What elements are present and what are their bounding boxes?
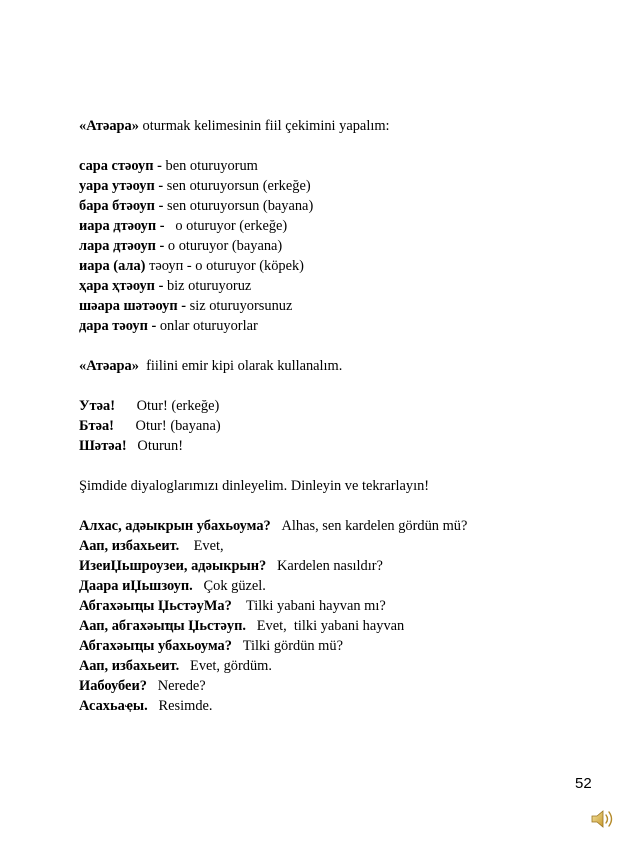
imperative-intro-text: fiilini emir kipi olarak kullanalım. <box>138 358 343 374</box>
imperative-term: Утәа! <box>79 398 116 414</box>
conjugation-gloss: ben oturuyorum <box>161 158 258 174</box>
dialogue-term: Абгахәыҵы убахьоума? <box>79 638 232 654</box>
page-number: 52 <box>575 775 592 792</box>
conjugation-row <box>79 176 599 196</box>
dialogue-row <box>79 696 599 716</box>
dialogue-gloss: Nerede? <box>146 678 206 694</box>
dialogue-row <box>79 536 599 556</box>
dialogue-gloss: Çok güzel. <box>192 578 266 594</box>
dialogue-gloss: Tilki gördün mü? <box>231 638 343 654</box>
conjugation-row <box>79 296 599 316</box>
conjugation-term: бара бтәоуп - <box>79 198 164 214</box>
conjugation-row <box>79 276 599 296</box>
conjugation-term: шәара шәтәоуп - <box>79 298 187 314</box>
intro-term: «Атәара» <box>79 118 139 134</box>
conjugation-row <box>79 316 599 336</box>
dialogue-term-rest: , адәыкрын убахьоума? <box>118 518 271 534</box>
conjugation-gloss: o oturuyor (erkeğe) <box>164 218 288 234</box>
conjugation-gloss: sen oturuyorsun (bayana) <box>163 198 314 214</box>
imperative-list <box>79 396 599 456</box>
conjugation-gloss: o oturuyor (bayana) <box>164 238 283 254</box>
imperative-term: Шәтәа! <box>79 438 127 454</box>
dialogue-row <box>79 516 599 536</box>
conjugation-term: ҳара ҳтәоуп - <box>79 278 164 294</box>
dialogue-gloss: Alhas, sen kardelen gördün mü? <box>270 518 468 534</box>
conjugation-gloss: biz oturuyoruz <box>163 278 252 294</box>
dialogue-term: Абгахәыҵы ЏьстәуMa? <box>79 598 232 614</box>
dialogue-term: Иабоубеи? <box>79 678 147 694</box>
conjugation-row <box>79 236 599 256</box>
dialogue-row <box>79 676 599 696</box>
imperative-row <box>79 396 599 416</box>
dialogue-row <box>79 576 599 596</box>
intro-line <box>79 116 599 136</box>
dialogue-gloss: Evet, <box>179 538 224 554</box>
dialogue-list <box>79 516 599 716</box>
dialogue-row <box>79 596 599 616</box>
dialogue-gloss: Evet, gördüm. <box>179 658 272 674</box>
conjugation-term: лара дтәоуп - <box>79 238 165 254</box>
dialogue-gloss: Tilki yabani hayvan mı? <box>231 598 386 614</box>
conjugation-term: иара дтәоуп - <box>79 218 165 234</box>
dialogue-term: Аап, избахьеит. <box>79 538 180 554</box>
dialogue-term: Даара иЏьшзоуп. <box>79 578 193 594</box>
speaker-icon[interactable] <box>589 807 617 831</box>
intro-text: oturmak kelimesinin fiil çekimini yapalım: <box>138 118 390 134</box>
dialogue-term: ИзеиЏьшроузеи, адәыкрын? <box>79 558 267 574</box>
conjugation-row <box>79 256 599 276</box>
dialogue-term: Аап, избахьеит. <box>79 658 180 674</box>
conjugation-gloss: siz oturuyorsunuz <box>186 298 293 314</box>
dialogue-row <box>79 656 599 676</box>
conjugation-row <box>79 216 599 236</box>
dialogue-gloss: Kardelen nasıldır? <box>266 558 383 574</box>
imperative-intro-term: «Атәара» <box>79 358 139 374</box>
dialogue-row <box>79 616 599 636</box>
dialogue-term: Алхас <box>79 518 119 534</box>
imperative-gloss: Otur! (bayana) <box>113 418 221 434</box>
conjugation-row <box>79 196 599 216</box>
dialogue-intro: Şimdide diyaloglarımızı dinleyelim. Dinleyin ve tekrarlayın! <box>79 478 430 494</box>
conjugation-term: уара утәоуп - <box>79 178 164 194</box>
conjugation-list <box>79 156 599 336</box>
conjugation-term: сара стәоуп - <box>79 158 162 174</box>
dialogue-term: Асахьаҿы. <box>79 698 148 714</box>
page-content <box>79 116 599 716</box>
imperative-row <box>79 416 599 436</box>
imperative-term: Бтәа! <box>79 418 114 434</box>
conjugation-gloss: тәоуп - o oturuyor (köpek) <box>145 258 304 274</box>
conjugation-gloss: sen oturuyorsun (erkeğe) <box>163 178 311 194</box>
dialogue-gloss: Evet, tilki yabani hayvan <box>245 618 405 634</box>
dialogue-term: Аап, абгахәыҵы Џьстәуп. <box>79 618 246 634</box>
dialogue-row <box>79 636 599 656</box>
conjugation-gloss: onlar oturuyorlar <box>156 318 258 334</box>
conjugation-term: дара тәоуп - <box>79 318 157 334</box>
conjugation-row <box>79 156 599 176</box>
imperative-gloss: Oturun! <box>126 438 183 454</box>
imperative-row <box>79 436 599 456</box>
imperative-intro-line <box>79 356 599 376</box>
dialogue-gloss: Resimde. <box>147 698 213 714</box>
conjugation-term: иара (ала) <box>79 258 146 274</box>
imperative-gloss: Otur! (erkeğe) <box>115 398 220 414</box>
dialogue-row <box>79 556 599 576</box>
